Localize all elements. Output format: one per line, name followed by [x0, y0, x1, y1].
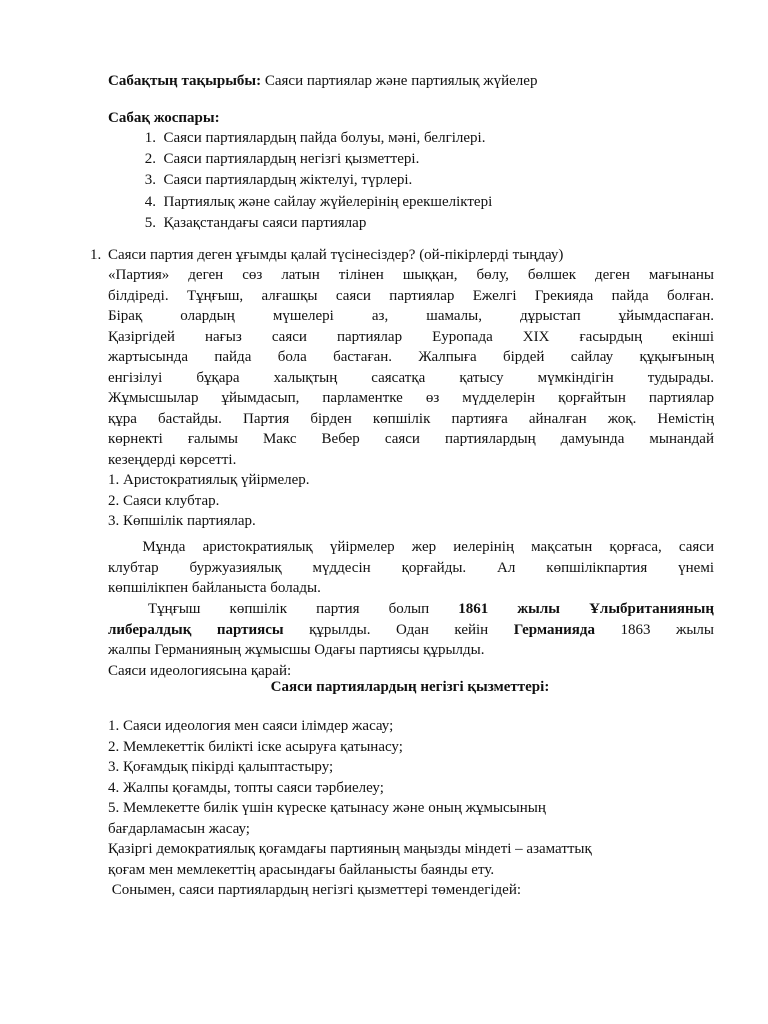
lesson-topic-text: Саяси партиялар және партиялық жүйелер [261, 73, 538, 89]
plan-item: 4. Партиялық және сайлау жүйелерінің ерекшеліктері [144, 193, 493, 210]
section1-paragraph-1: «Партия» деген сөз латын тілінен шыққан, бөлу, бөлшек деген мағынаны білдіреді. Тұңғыш, алғашқы саяси партиялар Ежелгі Грекияда пайда болған. Бірақ олардың мүшелері аз, шамалы, дұрыстап ұйымдаспаған. Қазіргідей нағыз саяси партиялар Еуропада XIX ғасырдың екінші жартысында пайда бола бастаған. Жалпыға бірдей сайлау құқығының енгізілуі бұқара халықтың саясатқа қатысу мүмкіндігін тудырады. Жұмысшылар ұйымдасып, парламентке өз мүдделерін қорғайтын партиялар құра бастайды. Партия бірден көпшілік партияға айналған жоқ. Немістің көрнекті ғалымы Макс Вебер саяси партиялардың дамуында мынандай кезеңдерді көрсетті. 1. Аристократиялық үйірмелер. 2. Саяси клубтар. 3. Көпшілік партиялар. [108, 265, 714, 532]
weber-stage: 3. Көпшілік партиялар. [108, 513, 256, 529]
section2-list: 1. Саяси идеология мен саяси ілімдер жасау; 2. Мемлекеттік билікті іске асыруға қатынасу; 3. Қоғамдық пікірді қалыптастыру; 4. Жалпы қоғамды, топты саяси тәрбиелеу; 5. Мемлекетте билік үшін күреске қатынасу және оның жұмысының бағдарламасын жасау; Қазіргі демократиялық қоғамдағы партияның маңызды міндеті – азаматтық қоғам мен мемлекеттің арасындағы байланысты баянды ету. Сонымен, саяси партиялардың негізгі қызметтері төмендегідей: [108, 716, 714, 901]
lesson-plan-title: Сабақ жоспары: [108, 110, 220, 126]
plan-item: 5. Қазақстандағы саяси партиялар [144, 214, 367, 231]
weber-stage: 1. Аристократиялық үйірмелер. [108, 472, 310, 488]
ideology-line: Саяси идеологиясына қарай: [108, 662, 292, 679]
lesson-topic [108, 71, 537, 92]
function-item: бағдарламасын жасау; [108, 820, 250, 837]
weber-stage: 2. Саяси клубтар. [108, 492, 220, 509]
function-item: 5. Мемлекетте билік үшін күреске қатынасу және оның жұмысының [108, 800, 546, 816]
lesson-topic-label: Сабақтың тақырыбы: [108, 73, 262, 89]
section1-question: 1. Саяси партия деген ұғымды қалай түсінесіздер? (ой-пікірлерді тыңдау) [90, 247, 564, 263]
function-item: 3. Қоғамдық пікірді қалыптастыру; [108, 759, 334, 775]
function-item: 1. Саяси идеология мен саяси ілімдер жасау; [108, 718, 394, 734]
function-item: 4. Жалпы қоғамды, топты саяси тәрбиелеу; [108, 779, 384, 796]
lesson-plan-list [108, 128, 492, 234]
function-item: 2. Мемлекеттік билікті іске асыруға қатынасу; [108, 738, 403, 755]
section1-paragraph-2: Мұнда аристократиялық үйірмелер жер иелерінің мақсатын қорғаса, саяси клубтар буржуазиялық мүддесін қорғайды. Ал көпшілікпартия үнемі көпшілікпен байланыста болады. [108, 539, 714, 596]
plan-item: 2. Саяси партиялардың негізгі қызметтері. [144, 151, 420, 168]
plan-item: 1. Саяси партиялардың пайда болуы, мәні, белгілері. [144, 130, 486, 146]
section1-paragraph-3: Тұңғыш көпшілік партия болып 1861 жылы Ұлыбританияның либералдық партиясы құрылды. Одан кейін Германияда 1863 жылы жалпы Германияның жұмысшы Одағы партиясы құрылды. Саяси идеологиясына қарай: [108, 599, 714, 681]
section2-heading: Саяси партиялардың негізгі қызметтері: [270, 679, 550, 695]
plan-item: 3. Саяси партиялардың жіктелуі, түрлері. [144, 172, 413, 189]
